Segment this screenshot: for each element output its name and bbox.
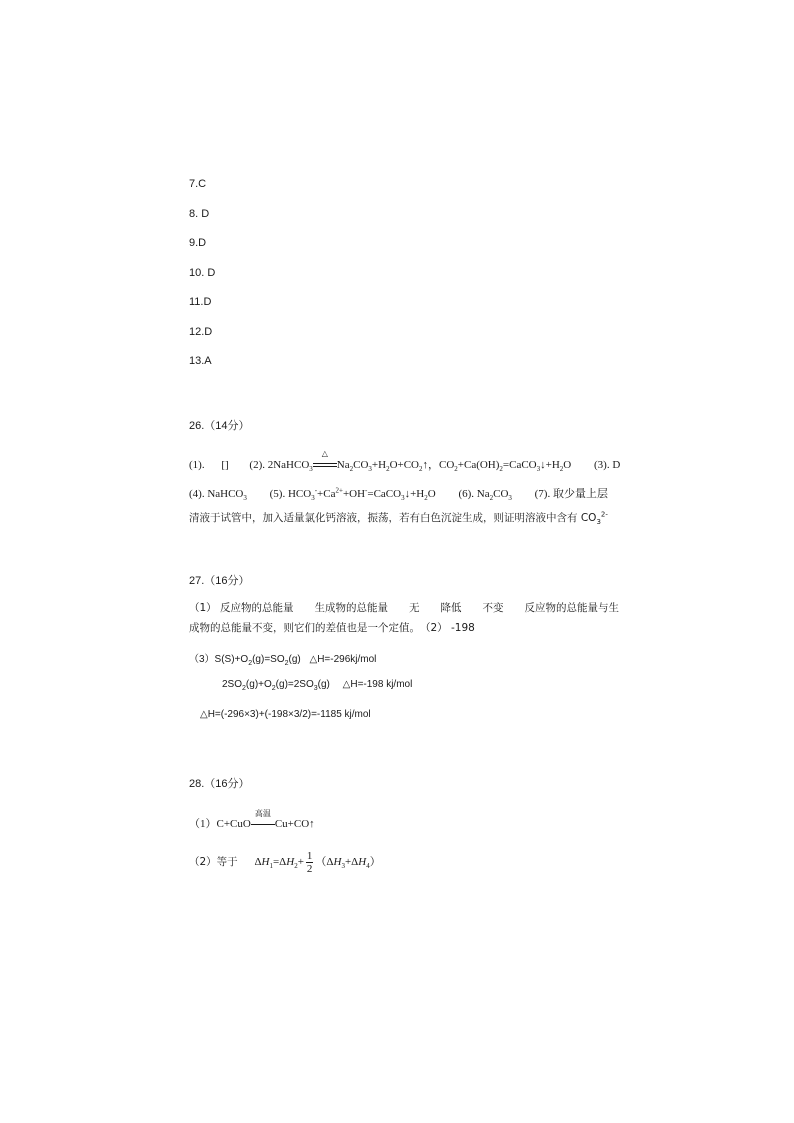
q26-line3: 清液于试管中，加入适量氯化钙溶液，振荡，若有白色沉淀生成，则证明溶液中含有 $CO_3^{2-}$	[189, 510, 608, 527]
high-temp-label: 高温	[254, 809, 271, 818]
answer-q13: 13.A	[189, 355, 212, 367]
q28-part1-prefix: （1）C+CuO	[189, 818, 251, 830]
fraction-numerator: 1	[306, 850, 313, 862]
answer-q9: 9.D	[189, 237, 207, 249]
q27-eq1: $(3)S(S)+O_2(g)=SO_2(g)$ △H=-296kj/mol	[189, 654, 377, 667]
q26-part2-label: (2). 2NaHCO	[249, 459, 310, 471]
q26-line3-text: 清液于试管中，加入适量氯化钙溶液，振荡，若有白色沉淀生成，则证明溶液中含有 CO	[189, 512, 597, 524]
q26-part4-label: (4). NaHCO	[189, 488, 244, 500]
answer-q11: 11.D	[189, 296, 212, 308]
q26-part7-label: (7). 取少量上层	[534, 488, 608, 500]
q27-eq1-prefix: （3）S(S)+O	[189, 654, 249, 665]
q26-part6-label: (6). Na	[458, 488, 490, 500]
q27-line1: （1） 反应物的总能量 生成物的总能量 无 降低 不变 反应物的总能量与生	[189, 602, 620, 614]
q27-eq3: △H=(-296×3)+(-198×3/2)=-1185 kj/mol	[200, 709, 371, 720]
q27-eq1-dh: △H=-296kj/mol	[309, 654, 377, 665]
q27-heading: 27.（16分）	[189, 575, 250, 587]
q26-heading: 26.（14分）	[189, 420, 250, 432]
answer-q10: 10. D	[189, 267, 216, 279]
high-temp-condition	[251, 809, 275, 830]
q27-eq2-dh: △H=-198 kj/mol	[342, 679, 413, 690]
q26-line2: (4). NaHCO$_3$ (5). $HCO_3^-+Ca^{2+}+OH^-=CaCO_3↓+H_2O$ (6). $Na_2CO_3$ (7). 取少量上层	[189, 486, 608, 503]
q26-part3-label: (3). D	[594, 459, 621, 471]
q26-part5-label: (5). HCO	[269, 488, 312, 500]
answer-q12: 12.D	[189, 326, 213, 338]
one-half-fraction	[306, 850, 314, 875]
answer-q7: 7.C	[189, 178, 207, 190]
heat-symbol: △	[321, 449, 328, 458]
q28-part1	[189, 809, 315, 831]
q26-part1-blank: []	[221, 459, 229, 471]
q27-line2: 成物的总能量不变，则它们的差值也是一个定值。 （2） -198	[189, 622, 475, 634]
q28-part2-prefix: （2）等于	[189, 856, 238, 869]
answer-q8: 8. D	[189, 208, 210, 220]
q26-part1-label: (1).	[189, 459, 205, 471]
heat-condition	[313, 449, 337, 471]
q26-line1: (1). [] (2). 2NaHCO$_3$ △ $Na_2CO_3+H_2O+CO_2↑$，$CO_2+Ca(OH)_2=CaCO_3↓+H_2O$ (3). D	[189, 449, 621, 474]
q28-part2: （2）等于 $\Delta H_1=\Delta H_2+$ $\frac{1}{2}$ $(\Delta H_3+\Delta H_4)$	[189, 850, 381, 875]
fraction-denominator: 2	[306, 863, 313, 875]
q28-heading: 28.（16分）	[189, 778, 250, 790]
q28-part1-suffix: Cu+CO↑	[274, 818, 315, 830]
q27-eq2: $2SO_2(g)+O_2(g)=2SO_3(g)$ △H=-198 kj/mol	[222, 679, 413, 692]
